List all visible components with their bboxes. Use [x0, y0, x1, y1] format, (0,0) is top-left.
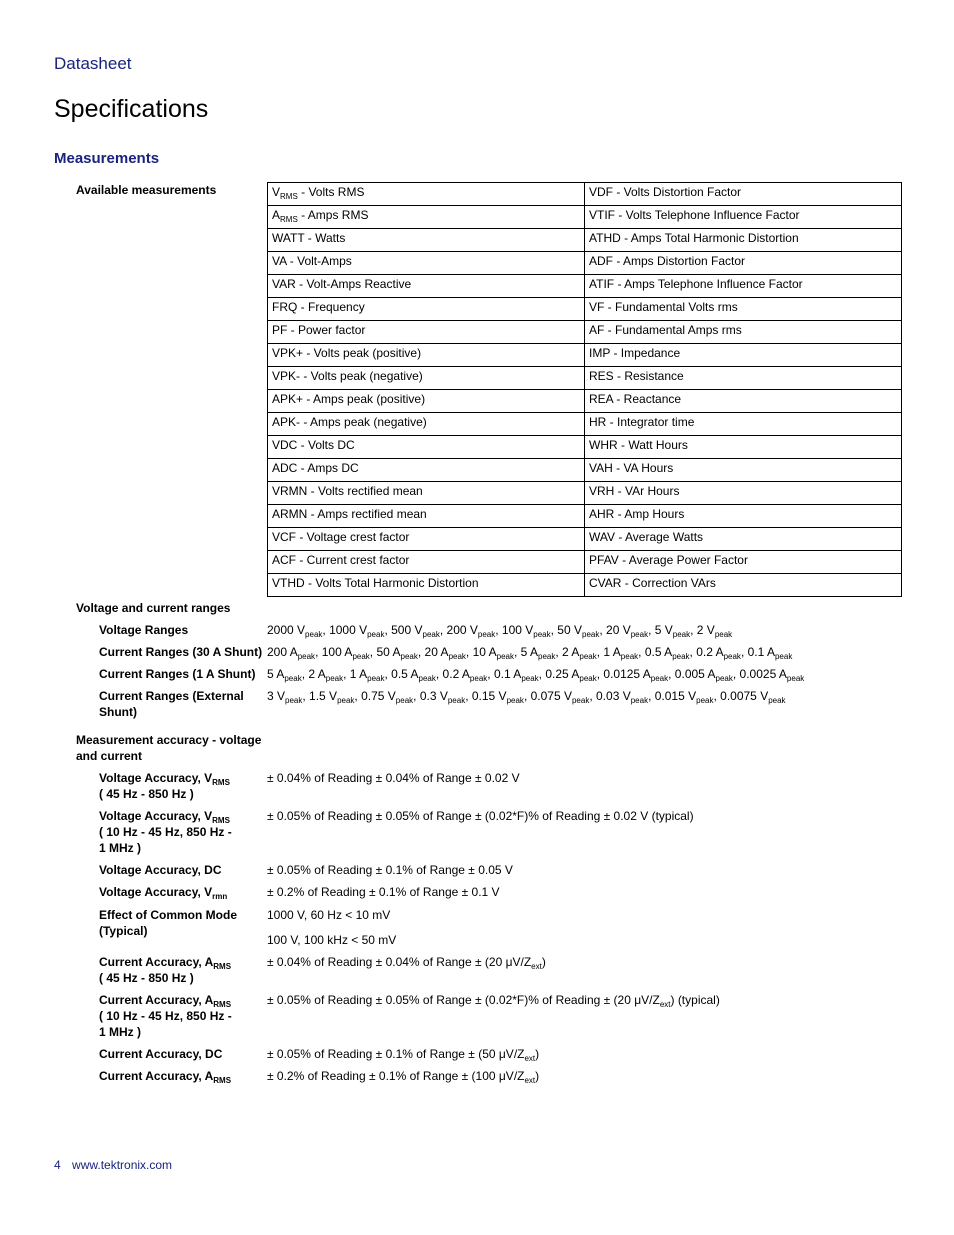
table-cell: PFAV - Average Power Factor: [585, 551, 902, 574]
measurements-table: [267, 182, 902, 597]
table-row: [268, 275, 902, 298]
table-cell: ARMN - Amps rectified mean: [268, 505, 585, 528]
accuracy-heading-line1: Measurement accuracy - voltage: [76, 733, 262, 747]
current-accuracy-dc-label: Current Accuracy, DC: [99, 1047, 223, 1061]
table-row: [268, 551, 902, 574]
voltage-accuracy-vrms-value: ± 0.04% of Reading ± 0.04% of Range ± 0.02 V: [267, 771, 520, 785]
table-cell: VCF - Voltage crest factor: [268, 528, 585, 551]
current-accuracy-arms-wide-label-line3: 1 MHz ): [99, 1025, 141, 1039]
page-number: 4: [54, 1158, 61, 1172]
table-cell: AF - Fundamental Amps rms: [585, 321, 902, 344]
voltage-accuracy-vrms-label-line2: ( 45 Hz - 850 Hz ): [99, 787, 194, 801]
table-cell: WAV - Average Watts: [585, 528, 902, 551]
voltage-accuracy-vrms-wide-label-line1: Voltage Accuracy, $V_{RMS}$: [99, 809, 230, 825]
voltage-ranges-value: 2000 $V_{peak}$, 1000 $V_{peak}$, 500 $V_{peak}$, 200 $V_{peak}$, 100 $V_{peak}$, 50 $V_{peak}$, 20 $V_{peak}$, 5 $V_{peak}$, 2 $V_{peak}$: [267, 623, 733, 639]
table-cell: CVAR - Correction VArs: [585, 574, 902, 597]
website-link[interactable]: www.tektronix.com: [72, 1158, 173, 1172]
table-cell: APK+ - Amps peak (positive): [268, 390, 585, 413]
current-accuracy-arms-wide-label: [99, 992, 232, 1040]
table-cell: REA - Reactance: [585, 390, 902, 413]
table-cell: WATT - Watts: [268, 229, 585, 252]
current-accuracy-arms-rmn-label: Current Accuracy, $A_{RMS}$: [99, 1069, 232, 1085]
table-cell: WHR - Watt Hours: [585, 436, 902, 459]
table-row: [268, 459, 902, 482]
table-row: [268, 252, 902, 275]
voltage-accuracy-vrmn-value: ± 0.2% of Reading ± 0.1% of Range ± 0.1 V: [267, 885, 500, 899]
table-row: [268, 229, 902, 252]
current-ranges-30a-label: Current Ranges (30 A Shunt): [99, 645, 263, 659]
table-cell: IMP - Impedance: [585, 344, 902, 367]
voltage-accuracy-vrms-label-line1: Voltage Accuracy, $V_{RMS}$: [99, 771, 230, 787]
voltage-accuracy-dc-value: ± 0.05% of Reading ± 0.1% of Range ± 0.05 V: [267, 863, 513, 877]
table-row: [268, 206, 902, 229]
voltage-accuracy-vrmn-label: Voltage Accuracy, $V_{rmn}$: [99, 885, 228, 901]
table-row: [268, 390, 902, 413]
voltage-accuracy-vrms-wide-label-line3: 1 MHz ): [99, 841, 141, 855]
table-cell: VTHD - Volts Total Harmonic Distortion: [268, 574, 585, 597]
current-ranges-ext-value: 3 $V_{peak}$, 1.5 $V_{peak}$, 0.75 $V_{peak}$, 0.3 $V_{peak}$, 0.15 $V_{peak}$, 0.075 $V_{peak}$, 0.03 $V_{peak}$, 0.015 $V_{peak}$, 0.0075 $V_{peak}$: [267, 689, 786, 705]
current-ranges-ext-label-line1: Current Ranges (External: [99, 689, 244, 703]
table-row: [268, 482, 902, 505]
current-accuracy-arms-wide-label-line1: Current Accuracy, $A_{RMS}$: [99, 993, 232, 1009]
current-ranges-ext-label-line2: Shunt): [99, 705, 137, 719]
current-accuracy-arms-label-line2: ( 45 Hz - 850 Hz ): [99, 971, 194, 985]
table-row: [268, 413, 902, 436]
table-cell: ATHD - Amps Total Harmonic Distortion: [585, 229, 902, 252]
table-cell: ATIF - Amps Telephone Influence Factor: [585, 275, 902, 298]
table-row: [268, 183, 902, 206]
table-cell: VRMN - Volts rectified mean: [268, 482, 585, 505]
table-cell: VDC - Volts DC: [268, 436, 585, 459]
table-cell: VAH - VA Hours: [585, 459, 902, 482]
voltage-accuracy-vrms-wide-label: [99, 808, 232, 856]
voltage-accuracy-vrms-wide-value: ± 0.05% of Reading ± 0.05% of Range ± (0.02*F)% of Reading ± 0.02 V (typical): [267, 809, 694, 823]
table-cell: VPK+ - Volts peak (positive): [268, 344, 585, 367]
common-mode-label-line2: (Typical): [99, 924, 148, 938]
ranges-heading: Voltage and current ranges: [76, 601, 231, 615]
table-cell: VA - Volt-Amps: [268, 252, 585, 275]
table-row: [268, 528, 902, 551]
common-mode-value-2: 100 V, 100 kHz < 50 mV: [267, 933, 397, 947]
datasheet-label: Datasheet: [54, 54, 132, 73]
current-ranges-30a-value: 200 $A_{peak}$, 100 $A_{peak}$, 50 $A_{peak}$, 20 $A_{peak}$, 10 $A_{peak}$, 5 $A_{peak}$, 2 $A_{peak}$, 1 $A_{peak}$, 0.5 $A_{peak}$, 0.2 $A_{peak}$, 0.1 $A_{peak}$: [267, 645, 793, 661]
accuracy-heading: [76, 732, 261, 764]
table-cell: VAR - Volt-Amps Reactive: [268, 275, 585, 298]
table-row: [268, 436, 902, 459]
current-accuracy-arms-label: [99, 954, 231, 986]
voltage-ranges-label: Voltage Ranges: [99, 623, 189, 637]
voltage-accuracy-dc-label: Voltage Accuracy, DC: [99, 863, 222, 877]
table-cell: VDF - Volts Distortion Factor: [585, 183, 902, 206]
table-cell: HR - Integrator time: [585, 413, 902, 436]
current-accuracy-arms-label-line1: Current Accuracy, $A_{RMS}$: [99, 955, 232, 971]
table-row: [268, 574, 902, 597]
accuracy-heading-line2: and current: [76, 749, 143, 763]
current-accuracy-arms-value: ± 0.04% of Reading ± 0.04% of Range ± (20 $\mu V/Z_{ext}$): [267, 955, 546, 971]
table-cell: ADC - Amps DC: [268, 459, 585, 482]
voltage-accuracy-vrms-wide-label-line2: ( 10 Hz - 45 Hz, 850 Hz -: [99, 825, 232, 839]
current-ranges-1a-value: 5 $A_{peak}$, 2 $A_{peak}$, 1 $A_{peak}$, 0.5 $A_{peak}$, 0.2 $A_{peak}$, 0.1 $A_{peak}$, 0.25 $A_{peak}$, 0.0125 $A_{peak}$, 0.005 $A_{peak}$, 0.0025 $A_{peak}$: [267, 667, 805, 683]
current-accuracy-arms-rmn-value: ± 0.2% of Reading ± 0.1% of Range ± (100 $\mu V/Z_{ext}$): [267, 1069, 540, 1085]
table-cell: RES - Resistance: [585, 367, 902, 390]
table-cell: VPK- - Volts peak (negative): [268, 367, 585, 390]
table-cell: $A_{RMS}$ - Amps RMS: [268, 206, 585, 229]
table-cell: PF - Power factor: [268, 321, 585, 344]
table-row: [268, 321, 902, 344]
table-cell: FRQ - Frequency: [268, 298, 585, 321]
common-mode-label: [99, 907, 237, 939]
page-title: Specifications: [54, 95, 209, 123]
table-cell: VTIF - Volts Telephone Influence Factor: [585, 206, 902, 229]
current-ranges-ext-label: [99, 688, 244, 720]
common-mode-label-line1: Effect of Common Mode: [99, 908, 237, 922]
table-row: [268, 505, 902, 528]
current-ranges-1a-label: Current Ranges (1 A Shunt): [99, 667, 256, 681]
footer: [54, 1158, 172, 1172]
table-cell: ACF - Current crest factor: [268, 551, 585, 574]
table-row: [268, 344, 902, 367]
available-measurements-label: Available measurements: [76, 183, 217, 197]
current-accuracy-arms-wide-label-line2: ( 10 Hz - 45 Hz, 850 Hz -: [99, 1009, 232, 1023]
common-mode-value-1: 1000 V, 60 Hz < 10 mV: [267, 908, 391, 922]
table-cell: APK- - Amps peak (negative): [268, 413, 585, 436]
voltage-accuracy-vrms-label: [99, 770, 230, 802]
table-row: [268, 367, 902, 390]
table-cell: ADF - Amps Distortion Factor: [585, 252, 902, 275]
table-cell: VF - Fundamental Volts rms: [585, 298, 902, 321]
table-row: [268, 298, 902, 321]
table-cell: $V_{RMS}$ - Volts RMS: [268, 183, 585, 206]
current-accuracy-arms-wide-value: ± 0.05% of Reading ± 0.05% of Range ± (0.02*F)% of Reading ± (20 $\mu V/Z_{ext}$) (typical): [267, 993, 720, 1009]
table-cell: AHR - Amp Hours: [585, 505, 902, 528]
table-cell: VRH - VAr Hours: [585, 482, 902, 505]
section-title-measurements: Measurements: [54, 150, 160, 167]
current-accuracy-dc-value: ± 0.05% of Reading ± 0.1% of Range ± (50 $\mu V/Z_{ext}$): [267, 1047, 540, 1063]
